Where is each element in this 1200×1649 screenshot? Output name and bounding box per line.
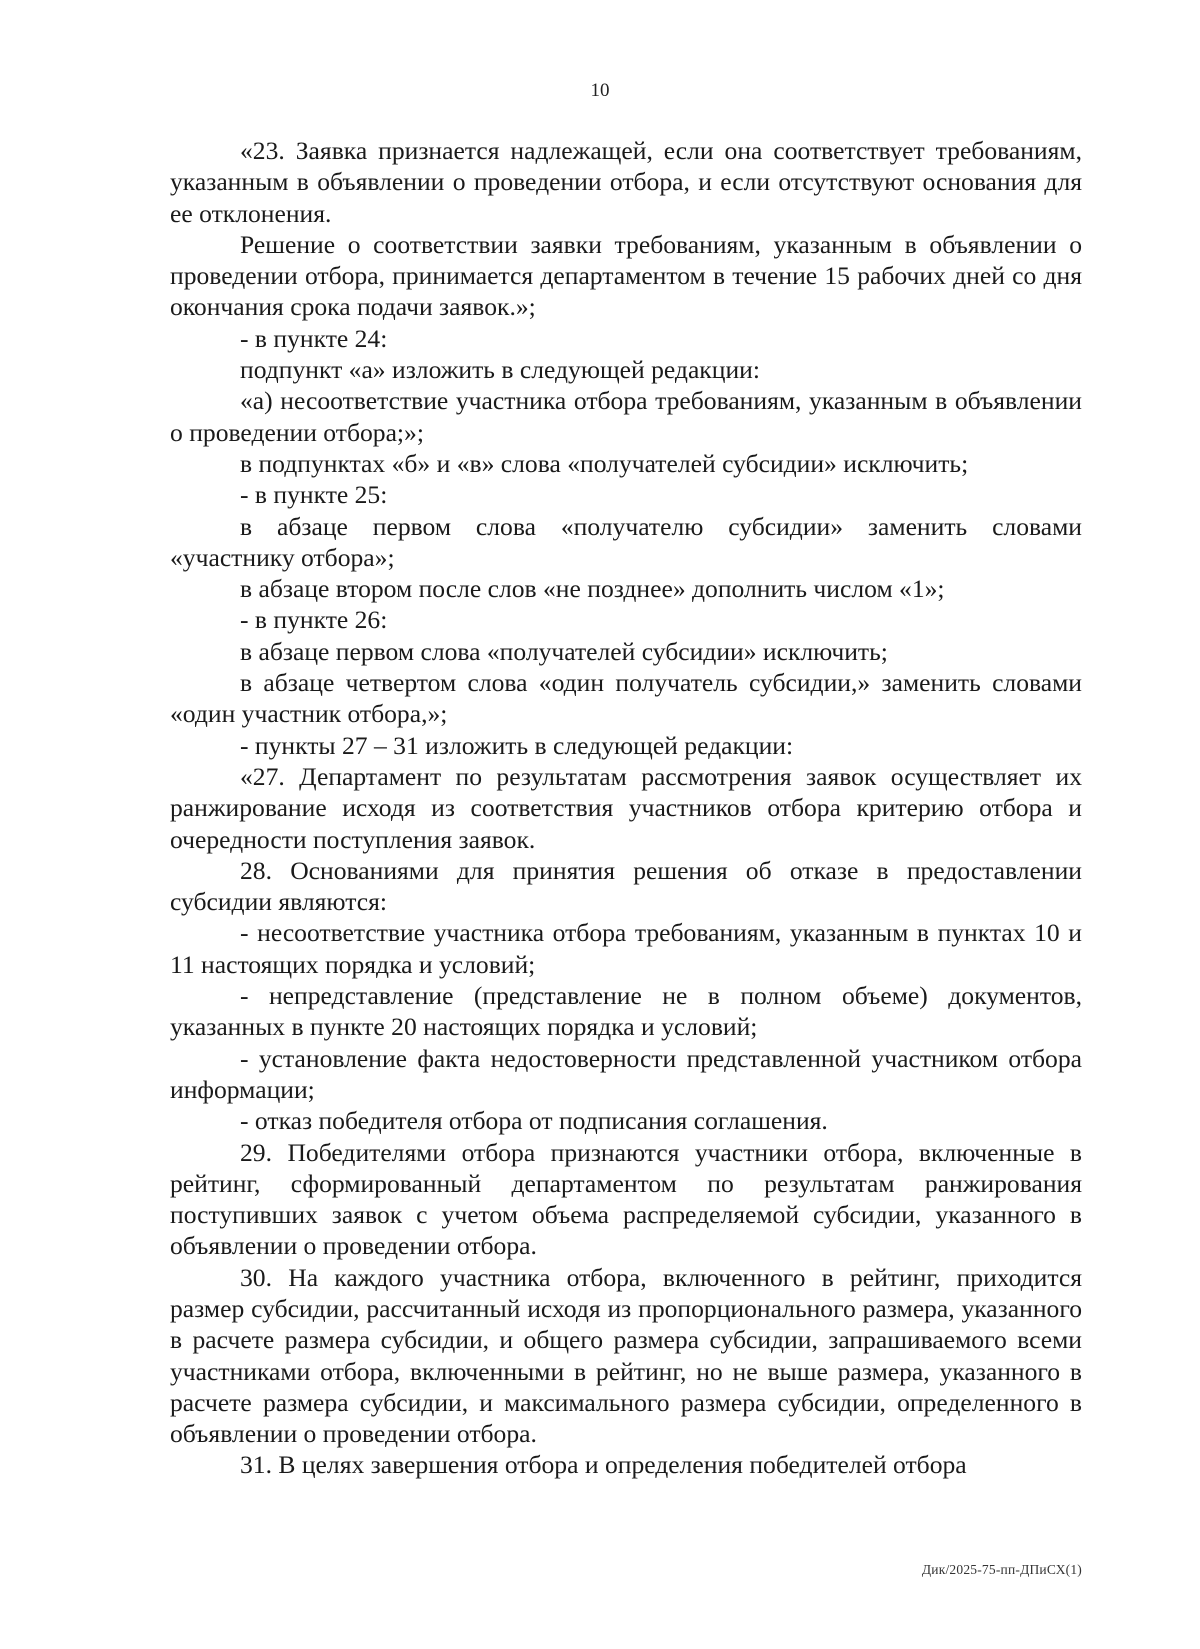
paragraph: - непредставление (представление не в полном объеме) документов, указанных в пункте 20 настоящих порядка и условий; [170, 981, 1082, 1042]
document-body [170, 135, 1082, 1481]
paragraph: 30. На каждого участника отбора, включенного в рейтинг, приходится размер субсидии, рассчитанный исходя из пропорционального размера, указанного в расчете размера субсидии, и общего размера субсидии, запрашиваемого всеми участниками отбора, включенными в рейтинг, но не выше размера, указанного в расчете размера субсидии, и максимального размера субсидии, определенного в объявлении о проведении отбора. [170, 1262, 1082, 1449]
paragraph: - несоответствие участника отбора требованиям, указанным в пунктах 10 и 11 настоящих порядка и условий; [170, 918, 1082, 979]
paragraph: - в пункте 25: [240, 480, 388, 510]
paragraph: - в пункте 26: [240, 605, 388, 635]
paragraph: в абзаце первом слова «получателей субсидии» исключить; [240, 636, 888, 666]
paragraph: подпункт «а» изложить в следующей редакции: [240, 355, 760, 385]
document-code: Дик/2025-75-пп-ДПиСХ(1) [921, 1562, 1082, 1577]
paragraph: - в пункте 24: [240, 323, 388, 353]
paragraph: «а) несоответствие участника отбора требованиям, указанным в объявлении о проведении отбора;»; [170, 386, 1082, 447]
paragraph: в подпунктах «б» и «в» слова «получателей субсидии» исключить; [240, 448, 969, 478]
paragraph: 28. Основаниями для принятия решения об отказе в предоставлении субсидии являются: [170, 855, 1082, 917]
paragraph: - отказ победителя отбора от подписания соглашения. [240, 1106, 828, 1136]
paragraph: - пункты 27 – 31 изложить в следующей редакции: [240, 730, 794, 760]
paragraph: в абзаце первом слова «получателю субсидии» заменить словами «участнику отбора»; [170, 511, 1082, 572]
paragraph: в абзаце втором после слов «не позднее» дополнить числом «1»; [240, 574, 945, 604]
paragraph: Решение о соответствии заявки требованиям, указанным в объявлении о проведении отбора, принимается департаментом в течение 15 рабочих дней со дня окончания срока подачи заявок.»; [170, 229, 1082, 322]
paragraph: 29. Победителями отбора признаются участники отбора, включенные в рейтинг, сформированный департаментом по результатам ранжирования поступивших заявок с учетом объема распределяемой субсидии, указанного в объявлении о проведении отбора. [170, 1137, 1082, 1261]
paragraph: «23. Заявка признается надлежащей, если она соответствует требованиям, указанным в объявлении о проведении отбора, и если отсутствуют основания для ее отклонения. [170, 136, 1082, 228]
page-number: 10 [590, 80, 610, 101]
paragraph: «27. Департамент по результатам рассмотрения заявок осуществляет их ранжирование исходя из соответствия участников отбора критерию отбора и очередности поступления заявок. [170, 761, 1082, 854]
paragraph: в абзаце четвертом слова «один получатель субсидии,» заменить словами «один участник отбора,»; [170, 668, 1082, 729]
paragraph: 31. В целях завершения отбора и определения победителей отбора [240, 1450, 967, 1480]
paragraph: - установление факта недостоверности представленной участником отбора информации; [170, 1043, 1082, 1104]
